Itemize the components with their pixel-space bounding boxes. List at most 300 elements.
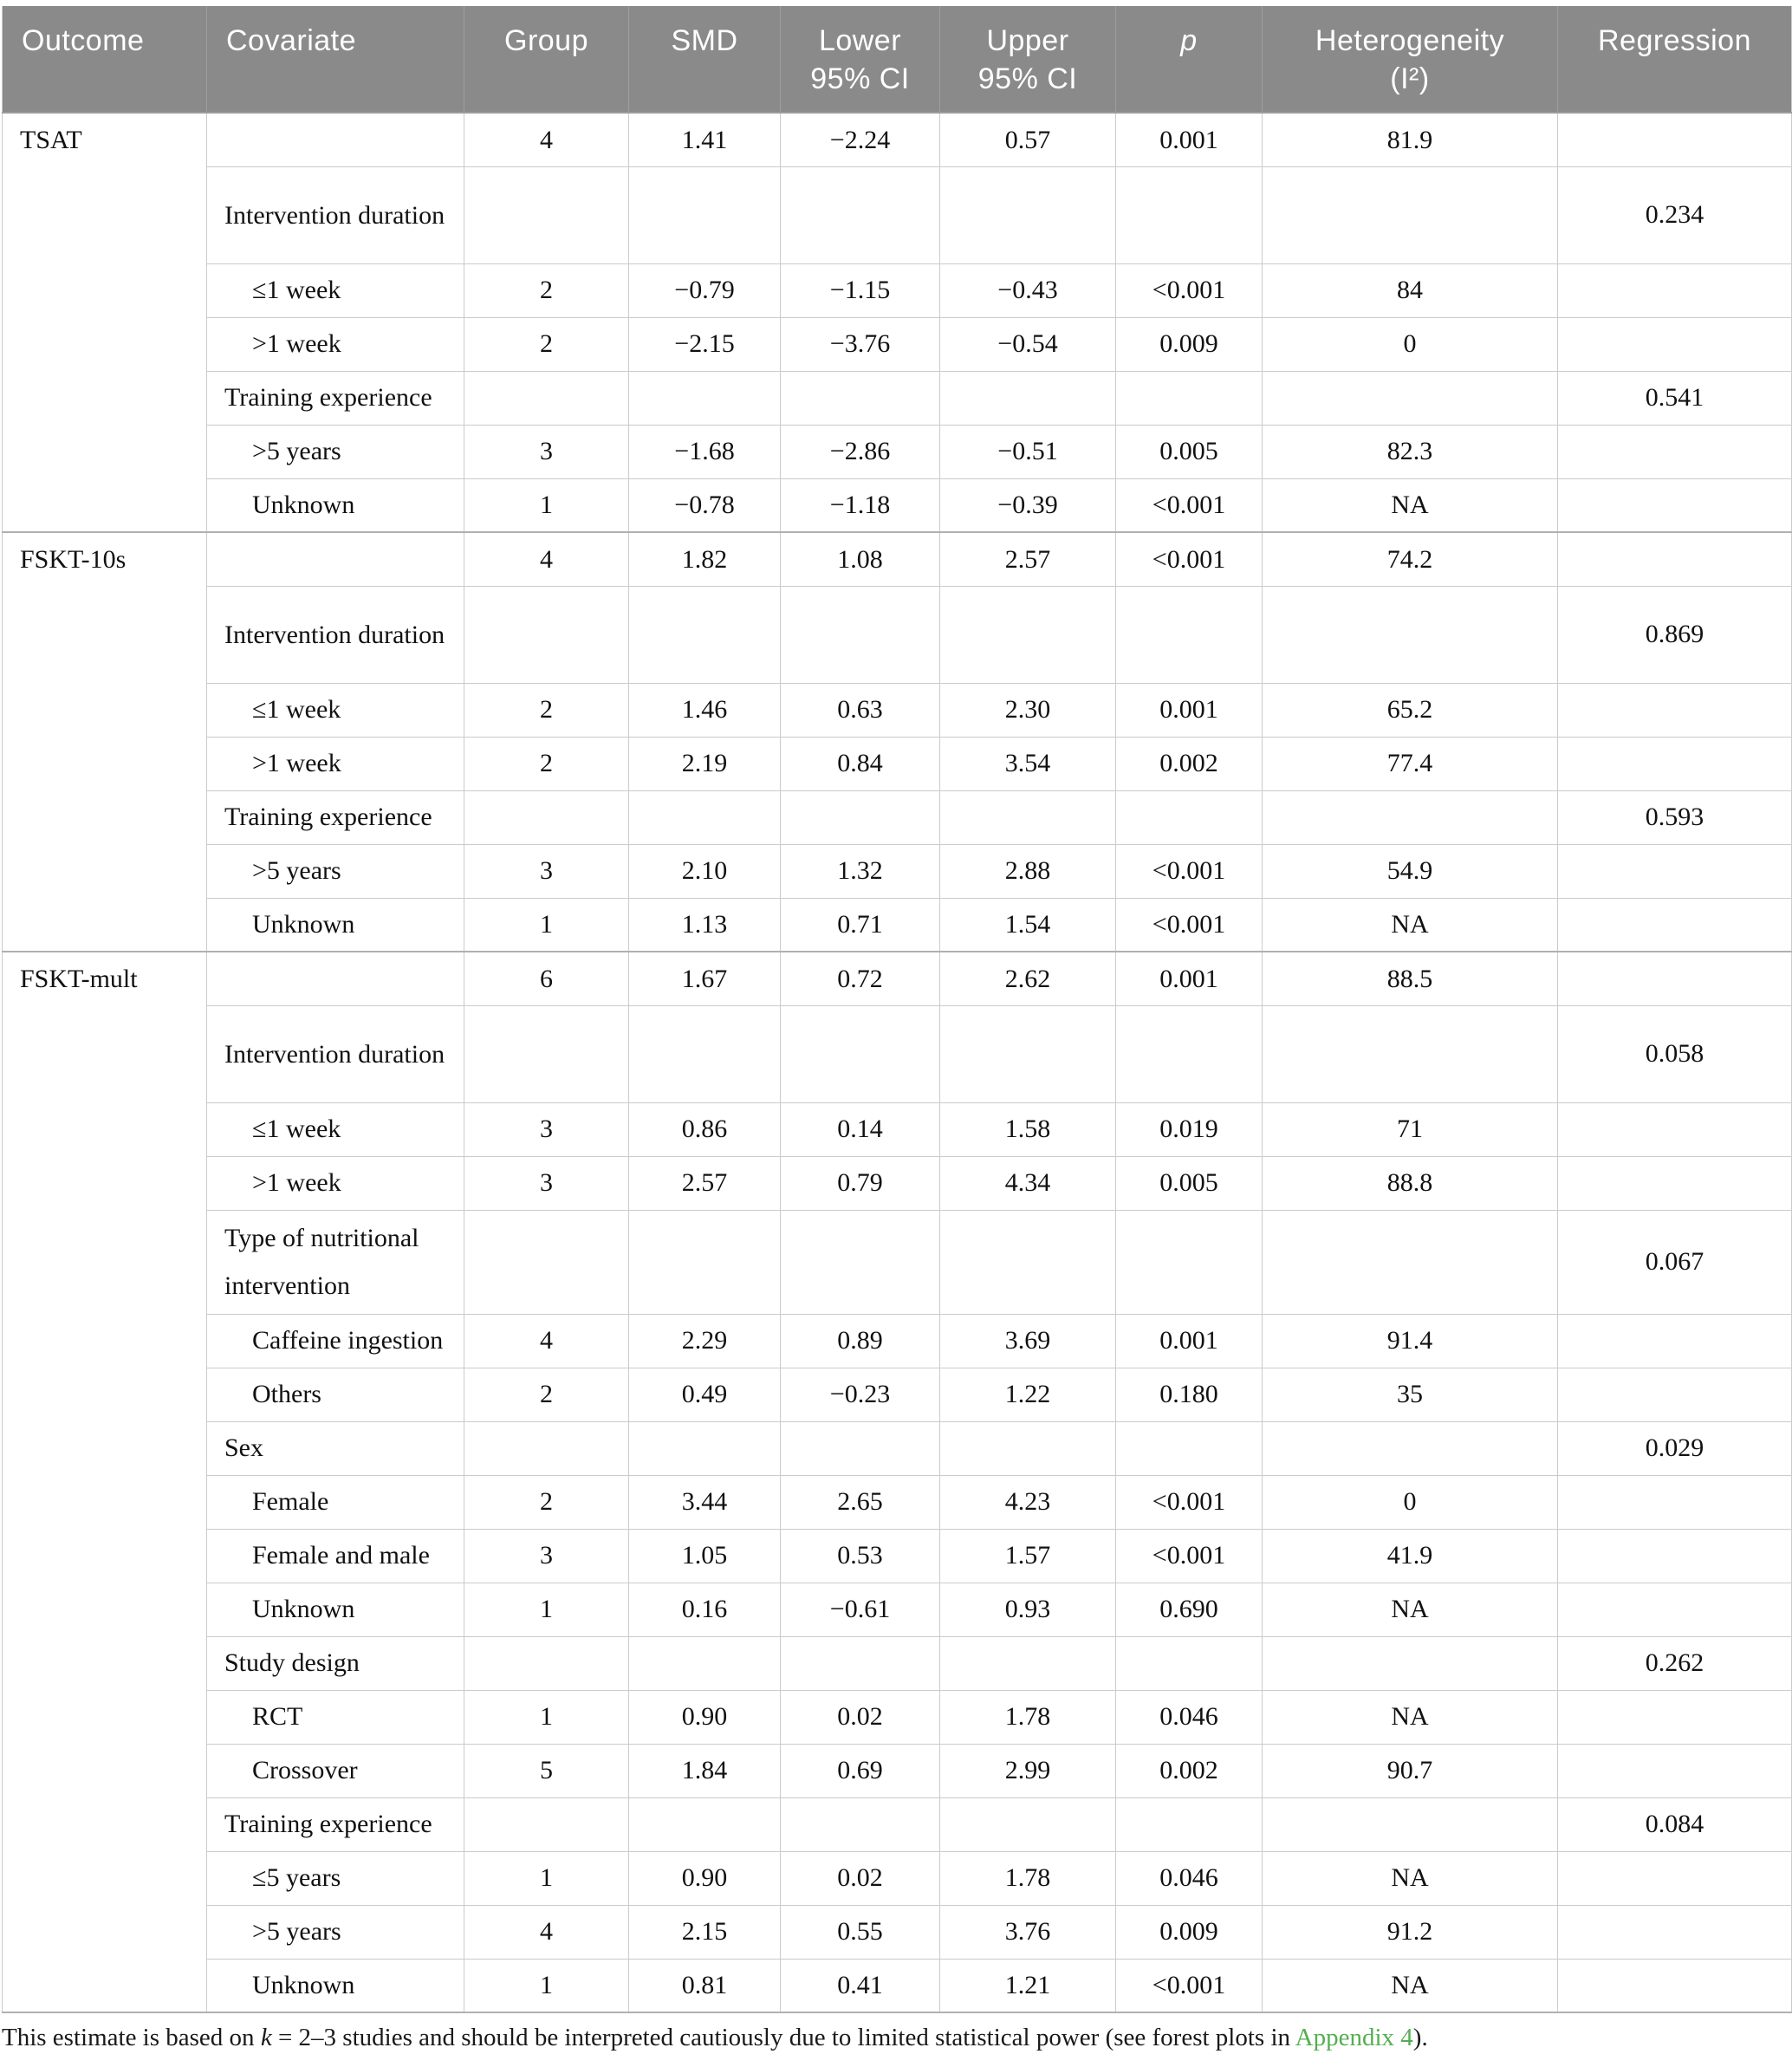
covariate-cell: ≤1 week [207,683,464,737]
lower-cell [781,371,940,425]
table-row [3,898,1792,952]
lower-cell: 0.79 [781,1156,940,1210]
column-header-p [1116,6,1263,113]
table-row [3,1210,1792,1314]
p-cell [1116,1210,1263,1314]
group-cell: 3 [464,1102,629,1156]
regression-cell: 0.067 [1558,1210,1792,1314]
regression-cell [1558,844,1792,898]
group-cell: 4 [464,113,629,166]
column-header-smd [629,6,781,113]
table-row [3,371,1792,425]
group-cell: 3 [464,1156,629,1210]
group-cell [464,1636,629,1690]
p-cell: <0.001 [1116,1475,1263,1529]
footnote-text: = 2–3 studies and should be interpreted cautiously due to limited statistical power (see forest plots in [271,2024,1295,2052]
lower-cell: 1.08 [781,532,940,586]
heterogeneity-cell: NA [1263,478,1558,532]
covariate-cell: Type of nutritional intervention [207,1210,464,1314]
smd-cell: 1.67 [629,952,781,1005]
heterogeneity-cell [1263,1005,1558,1102]
table-row [3,1421,1792,1475]
heterogeneity-cell: 74.2 [1263,532,1558,586]
smd-cell [629,586,781,683]
heterogeneity-cell: 88.5 [1263,952,1558,1005]
outcome-cell: TSAT [3,113,207,532]
regression-cell: 0.541 [1558,371,1792,425]
heterogeneity-cell: 82.3 [1263,425,1558,478]
column-header-upper-ci-line2: 95% CI [977,62,1078,96]
heterogeneity-cell [1263,1421,1558,1475]
p-cell: <0.001 [1116,844,1263,898]
lower-cell: 0.63 [781,683,940,737]
heterogeneity-cell: 91.4 [1263,1314,1558,1368]
heterogeneity-cell [1263,586,1558,683]
regression-cell: 0.058 [1558,1005,1792,1102]
upper-cell [940,1210,1116,1314]
covariate-cell [207,113,464,166]
upper-cell: 1.58 [940,1102,1116,1156]
heterogeneity-cell [1263,1797,1558,1851]
table-body [3,113,1792,2012]
column-header-group-label: Group [504,24,588,57]
upper-cell: 1.78 [940,1851,1116,1905]
lower-cell: −3.76 [781,317,940,371]
p-cell: 0.046 [1116,1690,1263,1744]
column-header-heterogeneity [1263,6,1558,113]
smd-cell: 3.44 [629,1475,781,1529]
footnote-text: ). [1412,2024,1428,2052]
regression-cell [1558,425,1792,478]
regression-cell [1558,952,1792,1005]
group-cell: 1 [464,1851,629,1905]
upper-cell [940,371,1116,425]
p-cell [1116,790,1263,844]
covariate-cell: Sex [207,1421,464,1475]
table-row [3,1529,1792,1583]
heterogeneity-cell: 77.4 [1263,737,1558,790]
column-header-smd-label: SMD [671,24,738,57]
heterogeneity-cell: 54.9 [1263,844,1558,898]
group-cell [464,1005,629,1102]
upper-cell [940,790,1116,844]
column-header-outcome [3,6,207,113]
covariate-cell: Others [207,1368,464,1421]
covariate-cell: Unknown [207,1959,464,2012]
footnote-text: This estimate is based on [2,2024,261,2052]
regression-cell [1558,532,1792,586]
covariate-cell [207,532,464,586]
p-cell: <0.001 [1116,1529,1263,1583]
regression-cell [1558,263,1792,317]
group-cell: 2 [464,263,629,317]
group-cell [464,586,629,683]
covariate-cell: Unknown [207,1583,464,1636]
lower-cell: 0.02 [781,1690,940,1744]
covariate-cell: >5 years [207,425,464,478]
group-cell: 3 [464,844,629,898]
footnote-k-symbol: k [260,2024,272,2052]
regression-cell: 0.593 [1558,790,1792,844]
column-header-group [464,6,629,113]
group-cell: 4 [464,1905,629,1959]
column-header-heterogeneity-line2: (I²) [1390,62,1430,96]
group-cell [464,1421,629,1475]
smd-cell: 0.81 [629,1959,781,2012]
table-row [3,425,1792,478]
heterogeneity-cell: 90.7 [1263,1744,1558,1797]
upper-cell: 3.76 [940,1905,1116,1959]
lower-cell: −1.15 [781,263,940,317]
table-row [3,790,1792,844]
upper-cell: 4.34 [940,1156,1116,1210]
lower-cell [781,790,940,844]
p-cell: 0.046 [1116,1851,1263,1905]
smd-cell: −1.68 [629,425,781,478]
column-header-lower-ci-line2: 95% CI [810,62,910,96]
upper-cell [940,166,1116,263]
heterogeneity-cell [1263,166,1558,263]
column-header-upper-ci [940,6,1116,113]
covariate-cell: ≤1 week [207,263,464,317]
covariate-cell: >5 years [207,844,464,898]
column-header-covariate-label: Covariate [226,24,357,57]
p-cell: 0.002 [1116,737,1263,790]
heterogeneity-cell [1263,1210,1558,1314]
smd-cell [629,1210,781,1314]
upper-cell: 3.69 [940,1314,1116,1368]
header-row [3,6,1792,113]
table-row [3,1797,1792,1851]
covariate-cell: Female and male [207,1529,464,1583]
heterogeneity-cell: 91.2 [1263,1905,1558,1959]
covariate-cell: Intervention duration [207,586,464,683]
table-header [3,6,1792,113]
column-header-outcome-label: Outcome [22,24,145,57]
upper-cell: 2.30 [940,683,1116,737]
group-cell: 3 [464,1529,629,1583]
table-row [3,1583,1792,1636]
group-cell: 6 [464,952,629,1005]
regression-cell [1558,478,1792,532]
p-cell: 0.690 [1116,1583,1263,1636]
lower-cell: 0.72 [781,952,940,1005]
lower-cell: −1.18 [781,478,940,532]
smd-cell: 1.82 [629,532,781,586]
p-cell: 0.180 [1116,1368,1263,1421]
heterogeneity-cell: 0 [1263,1475,1558,1529]
upper-cell: 3.54 [940,737,1116,790]
outcome-cell: FSKT-mult [3,952,207,2012]
regression-cell [1558,898,1792,952]
column-header-regression [1558,6,1792,113]
table-row [3,1636,1792,1690]
smd-cell: 0.16 [629,1583,781,1636]
group-cell [464,790,629,844]
upper-cell [940,1421,1116,1475]
heterogeneity-cell: 41.9 [1263,1529,1558,1583]
lower-cell: −2.86 [781,425,940,478]
covariate-cell: Study design [207,1636,464,1690]
regression-cell: 0.084 [1558,1797,1792,1851]
smd-cell: 0.49 [629,1368,781,1421]
covariate-cell: Intervention duration [207,166,464,263]
group-cell [464,166,629,263]
p-cell: 0.009 [1116,1905,1263,1959]
p-cell: <0.001 [1116,532,1263,586]
table-row [3,1156,1792,1210]
group-cell: 2 [464,683,629,737]
smd-cell: −0.79 [629,263,781,317]
lower-cell: 0.14 [781,1102,940,1156]
group-cell [464,1210,629,1314]
table-row [3,586,1792,683]
covariate-cell: Crossover [207,1744,464,1797]
group-cell: 2 [464,737,629,790]
heterogeneity-cell: 84 [1263,263,1558,317]
regression-cell [1558,317,1792,371]
smd-cell [629,166,781,263]
outcome-cell: FSKT-10s [3,532,207,952]
regression-cell [1558,1905,1792,1959]
upper-cell [940,1005,1116,1102]
group-cell: 2 [464,317,629,371]
table-row [3,166,1792,263]
group-cell: 3 [464,425,629,478]
table-row [3,1005,1792,1102]
regression-cell [1558,1368,1792,1421]
table-row [3,1368,1792,1421]
smd-cell [629,1636,781,1690]
covariate-cell: Training experience [207,371,464,425]
p-cell: <0.001 [1116,898,1263,952]
regression-cell [1558,1744,1792,1797]
group-cell: 1 [464,1959,629,2012]
upper-cell: 2.88 [940,844,1116,898]
smd-cell: 0.86 [629,1102,781,1156]
regression-cell [1558,1959,1792,2012]
lower-cell: 0.41 [781,1959,940,2012]
regression-cell [1558,1314,1792,1368]
smd-cell: 2.57 [629,1156,781,1210]
table-row [3,844,1792,898]
lower-cell: 2.65 [781,1475,940,1529]
upper-cell [940,1636,1116,1690]
smd-cell: 2.19 [629,737,781,790]
table-row [3,683,1792,737]
smd-cell: 2.29 [629,1314,781,1368]
lower-cell [781,1210,940,1314]
upper-cell: 1.57 [940,1529,1116,1583]
p-cell: <0.001 [1116,1959,1263,2012]
smd-cell: 0.90 [629,1851,781,1905]
regression-cell [1558,1102,1792,1156]
upper-cell: 2.99 [940,1744,1116,1797]
upper-cell: −0.54 [940,317,1116,371]
upper-cell [940,1797,1116,1851]
smd-cell: 1.05 [629,1529,781,1583]
group-cell: 1 [464,898,629,952]
covariate-cell: Caffeine ingestion [207,1314,464,1368]
p-cell [1116,1636,1263,1690]
p-cell: <0.001 [1116,263,1263,317]
upper-cell: 2.62 [940,952,1116,1005]
lower-cell: −0.23 [781,1368,940,1421]
column-header-upper-ci-line1: Upper [986,24,1069,57]
table-row [3,478,1792,532]
table-row [3,1314,1792,1368]
column-header-lower-ci [781,6,940,113]
heterogeneity-cell: 0 [1263,317,1558,371]
column-header-lower-ci-line1: Lower [818,24,902,57]
smd-cell [629,790,781,844]
heterogeneity-cell: NA [1263,1583,1558,1636]
group-cell: 4 [464,1314,629,1368]
covariate-cell: Unknown [207,898,464,952]
smd-cell [629,1005,781,1102]
regression-cell: 0.029 [1558,1421,1792,1475]
upper-cell: 0.93 [940,1583,1116,1636]
regression-cell: 0.869 [1558,586,1792,683]
covariate-cell: ≤5 years [207,1851,464,1905]
group-cell: 2 [464,1368,629,1421]
lower-cell [781,166,940,263]
regression-cell [1558,683,1792,737]
lower-cell: 0.53 [781,1529,940,1583]
table-row [3,1690,1792,1744]
p-cell: 0.001 [1116,952,1263,1005]
table-row [3,1905,1792,1959]
smd-cell: 2.15 [629,1905,781,1959]
table-row [3,952,1792,1005]
table-row [3,317,1792,371]
lower-cell: 1.32 [781,844,940,898]
regression-cell [1558,1529,1792,1583]
lower-cell: 0.55 [781,1905,940,1959]
smd-cell [629,371,781,425]
heterogeneity-cell: 71 [1263,1102,1558,1156]
table-row [3,1475,1792,1529]
heterogeneity-cell: 65.2 [1263,683,1558,737]
group-cell: 5 [464,1744,629,1797]
group-cell: 2 [464,1475,629,1529]
upper-cell [940,586,1116,683]
p-cell [1116,1421,1263,1475]
upper-cell: 1.22 [940,1368,1116,1421]
column-header-regression-label: Regression [1598,24,1751,57]
upper-cell: 2.57 [940,532,1116,586]
smd-cell: −2.15 [629,317,781,371]
lower-cell: −2.24 [781,113,940,166]
regression-cell [1558,1156,1792,1210]
heterogeneity-cell: 88.8 [1263,1156,1558,1210]
lower-cell [781,1797,940,1851]
lower-cell [781,1636,940,1690]
column-header-heterogeneity-line1: Heterogeneity [1315,24,1505,57]
regression-cell [1558,1475,1792,1529]
lower-cell [781,1421,940,1475]
covariate-cell [207,952,464,1005]
regression-cell [1558,1690,1792,1744]
regression-cell [1558,113,1792,166]
p-cell [1116,371,1263,425]
table-row [3,1851,1792,1905]
regression-cell [1558,1583,1792,1636]
covariate-cell: Female [207,1475,464,1529]
p-cell: 0.005 [1116,425,1263,478]
smd-cell: 2.10 [629,844,781,898]
heterogeneity-cell: NA [1263,1690,1558,1744]
smd-cell: 1.84 [629,1744,781,1797]
heterogeneity-cell [1263,790,1558,844]
covariate-cell: Intervention duration [207,1005,464,1102]
p-cell: 0.001 [1116,113,1263,166]
heterogeneity-cell: NA [1263,1959,1558,2012]
group-cell [464,1797,629,1851]
table-row [3,113,1792,166]
lower-cell: 0.84 [781,737,940,790]
p-cell [1116,586,1263,683]
p-cell: 0.002 [1116,1744,1263,1797]
lower-cell: 0.69 [781,1744,940,1797]
p-cell [1116,1005,1263,1102]
upper-cell: 1.78 [940,1690,1116,1744]
heterogeneity-cell [1263,1636,1558,1690]
p-cell [1116,1797,1263,1851]
heterogeneity-cell: 81.9 [1263,113,1558,166]
lower-cell [781,586,940,683]
appendix-4-link[interactable]: Appendix 4 [1295,2024,1413,2052]
smd-cell: 0.90 [629,1690,781,1744]
upper-cell: −0.51 [940,425,1116,478]
covariate-cell: >1 week [207,317,464,371]
table-row [3,1744,1792,1797]
table-row [3,532,1792,586]
covariate-cell: Unknown [207,478,464,532]
lower-cell: 0.89 [781,1314,940,1368]
table-row [3,737,1792,790]
regression-cell [1558,737,1792,790]
lower-cell: −0.61 [781,1583,940,1636]
heterogeneity-cell: NA [1263,1851,1558,1905]
group-cell: 1 [464,1690,629,1744]
smd-cell [629,1797,781,1851]
smd-cell: 1.13 [629,898,781,952]
covariate-cell: RCT [207,1690,464,1744]
smd-cell: 1.46 [629,683,781,737]
upper-cell: 1.21 [940,1959,1116,2012]
meta-regression-table [2,6,1792,2013]
smd-cell: −0.78 [629,478,781,532]
group-cell: 1 [464,478,629,532]
lower-cell: 0.02 [781,1851,940,1905]
lower-cell [781,1005,940,1102]
column-header-covariate [207,6,464,113]
table-row [3,1102,1792,1156]
column-header-p-label: p [1180,24,1198,57]
covariate-cell: >5 years [207,1905,464,1959]
p-cell: <0.001 [1116,478,1263,532]
covariate-cell: >1 week [207,737,464,790]
p-cell: 0.005 [1116,1156,1263,1210]
heterogeneity-cell: 35 [1263,1368,1558,1421]
regression-cell: 0.262 [1558,1636,1792,1690]
covariate-cell: ≤1 week [207,1102,464,1156]
heterogeneity-cell [1263,371,1558,425]
table-row [3,263,1792,317]
upper-cell: 4.23 [940,1475,1116,1529]
smd-cell [629,1421,781,1475]
